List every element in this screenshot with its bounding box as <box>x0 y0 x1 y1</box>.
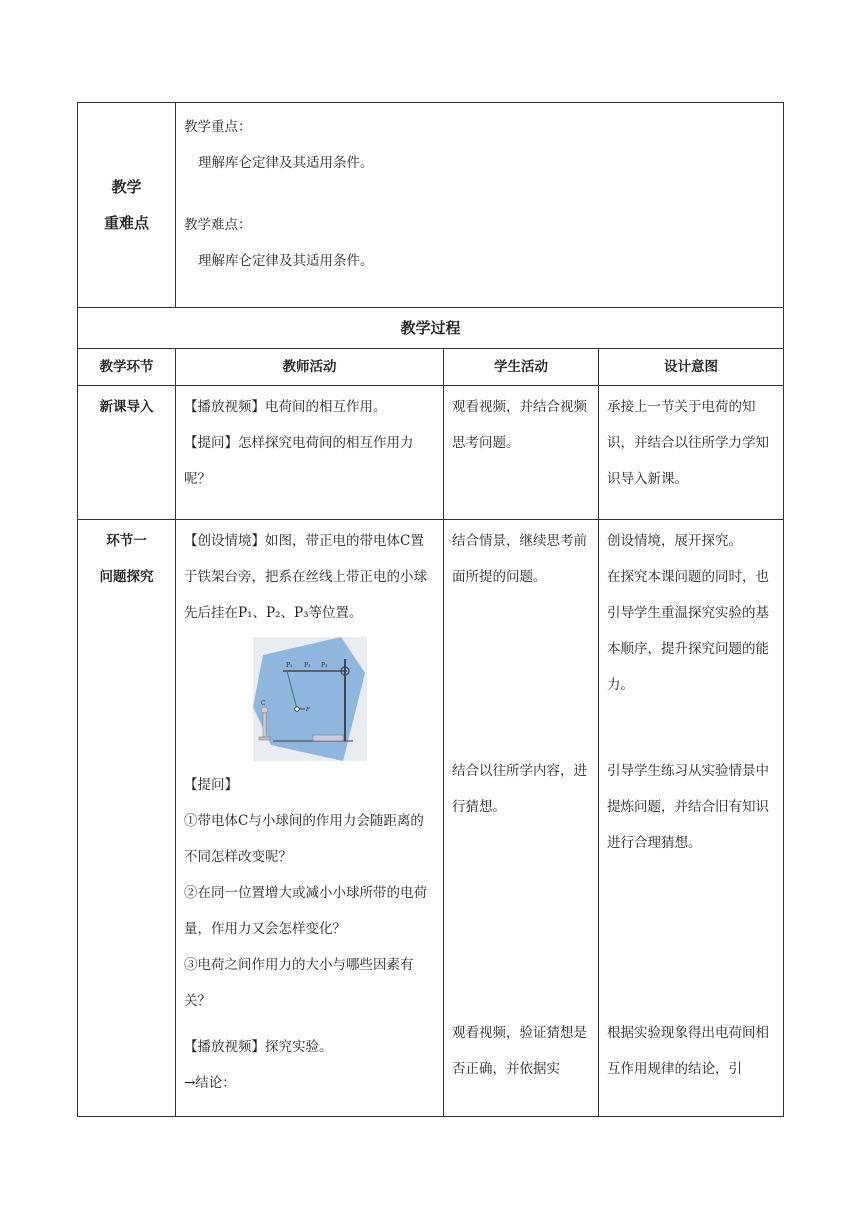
emphasis-text: 理解库仑定律及其适用条件。 <box>198 155 374 171</box>
inquiry-intent: 创设情境，展开探究。 在探究本课问题的同时，也引导学生重温探究实验的基本顺序，提升探究问题的能力。 引导学生练习从实验情景中提炼问题，并结合旧有知识进行合理猜想。 根据实验现象得出电荷间相互作用规律的结论，引 <box>599 520 784 1117</box>
experiment-figure <box>253 637 367 761</box>
inquiry-stage: 环节一 问题探究 <box>78 520 176 1117</box>
process-title-row <box>78 308 784 349</box>
video-text: 【播放视频】探究实验。 <box>184 1039 333 1055</box>
difficulty-text: 理解库仑定律及其适用条件。 <box>198 253 374 269</box>
question-title: 【提问】 <box>184 777 238 793</box>
inquiry-student: 结合情景，继续思考前面所提的问题。 结合以往所学内容，进行猜想。 观看视频，验证猜想是否正确，并依据实 <box>444 520 599 1117</box>
process-header-row <box>78 349 784 386</box>
label-p1: P₁ <box>285 662 292 669</box>
header-stage: 教学环节 <box>78 349 176 386</box>
label-p2: P₂ <box>303 662 310 669</box>
intro-intent: 承接上一节关于电荷的知识，并结合以往所学力学知识导入新课。 <box>599 386 784 520</box>
question-3: ③电荷之间作用力的大小与哪些因素有关？ <box>184 957 414 1009</box>
process-title: 教学过程 <box>78 308 784 349</box>
emphasis-title: 教学重点： <box>184 119 252 135</box>
lesson-plan-page <box>77 102 783 1117</box>
difficulty-title: 教学难点： <box>184 217 252 233</box>
question-2: ②在同一位置增大或减小小球所带的电荷量，作用力又会怎样变化？ <box>184 885 427 937</box>
lesson-table <box>77 102 784 1117</box>
key-points-content <box>176 103 784 308</box>
question-1: ①带电体C与小球间的作用力会随距离的不同怎样改变呢？ <box>184 813 424 865</box>
intro-stage: 新课导入 <box>78 386 176 520</box>
intro-student: 观看视频，并结合视频思考问题。 <box>444 386 599 520</box>
label-f: F <box>305 707 310 713</box>
inquiry-teacher <box>176 520 444 1117</box>
intro-teacher: 【播放视频】电荷间的相互作用。 【提问】怎样探究电荷间的相互作用力呢？ <box>176 386 444 520</box>
conclusion-text: →结论： <box>184 1075 236 1091</box>
label-c: C <box>260 700 266 707</box>
label-p3: P₃ <box>320 662 327 669</box>
scene-text: 【创设情境】如图，带正电的带电体C置于铁架台旁，把系在丝线上带正电的小球先后挂在P₁、P₂、P₃等位置。 <box>184 533 427 621</box>
header-student: 学生活动 <box>444 349 599 386</box>
key-points-label: 教学 重难点 <box>78 103 176 308</box>
intro-row <box>78 386 784 520</box>
key-points-row <box>78 103 784 308</box>
header-teacher: 教师活动 <box>176 349 444 386</box>
header-intent: 设计意图 <box>599 349 784 386</box>
inquiry-row <box>78 520 784 1117</box>
